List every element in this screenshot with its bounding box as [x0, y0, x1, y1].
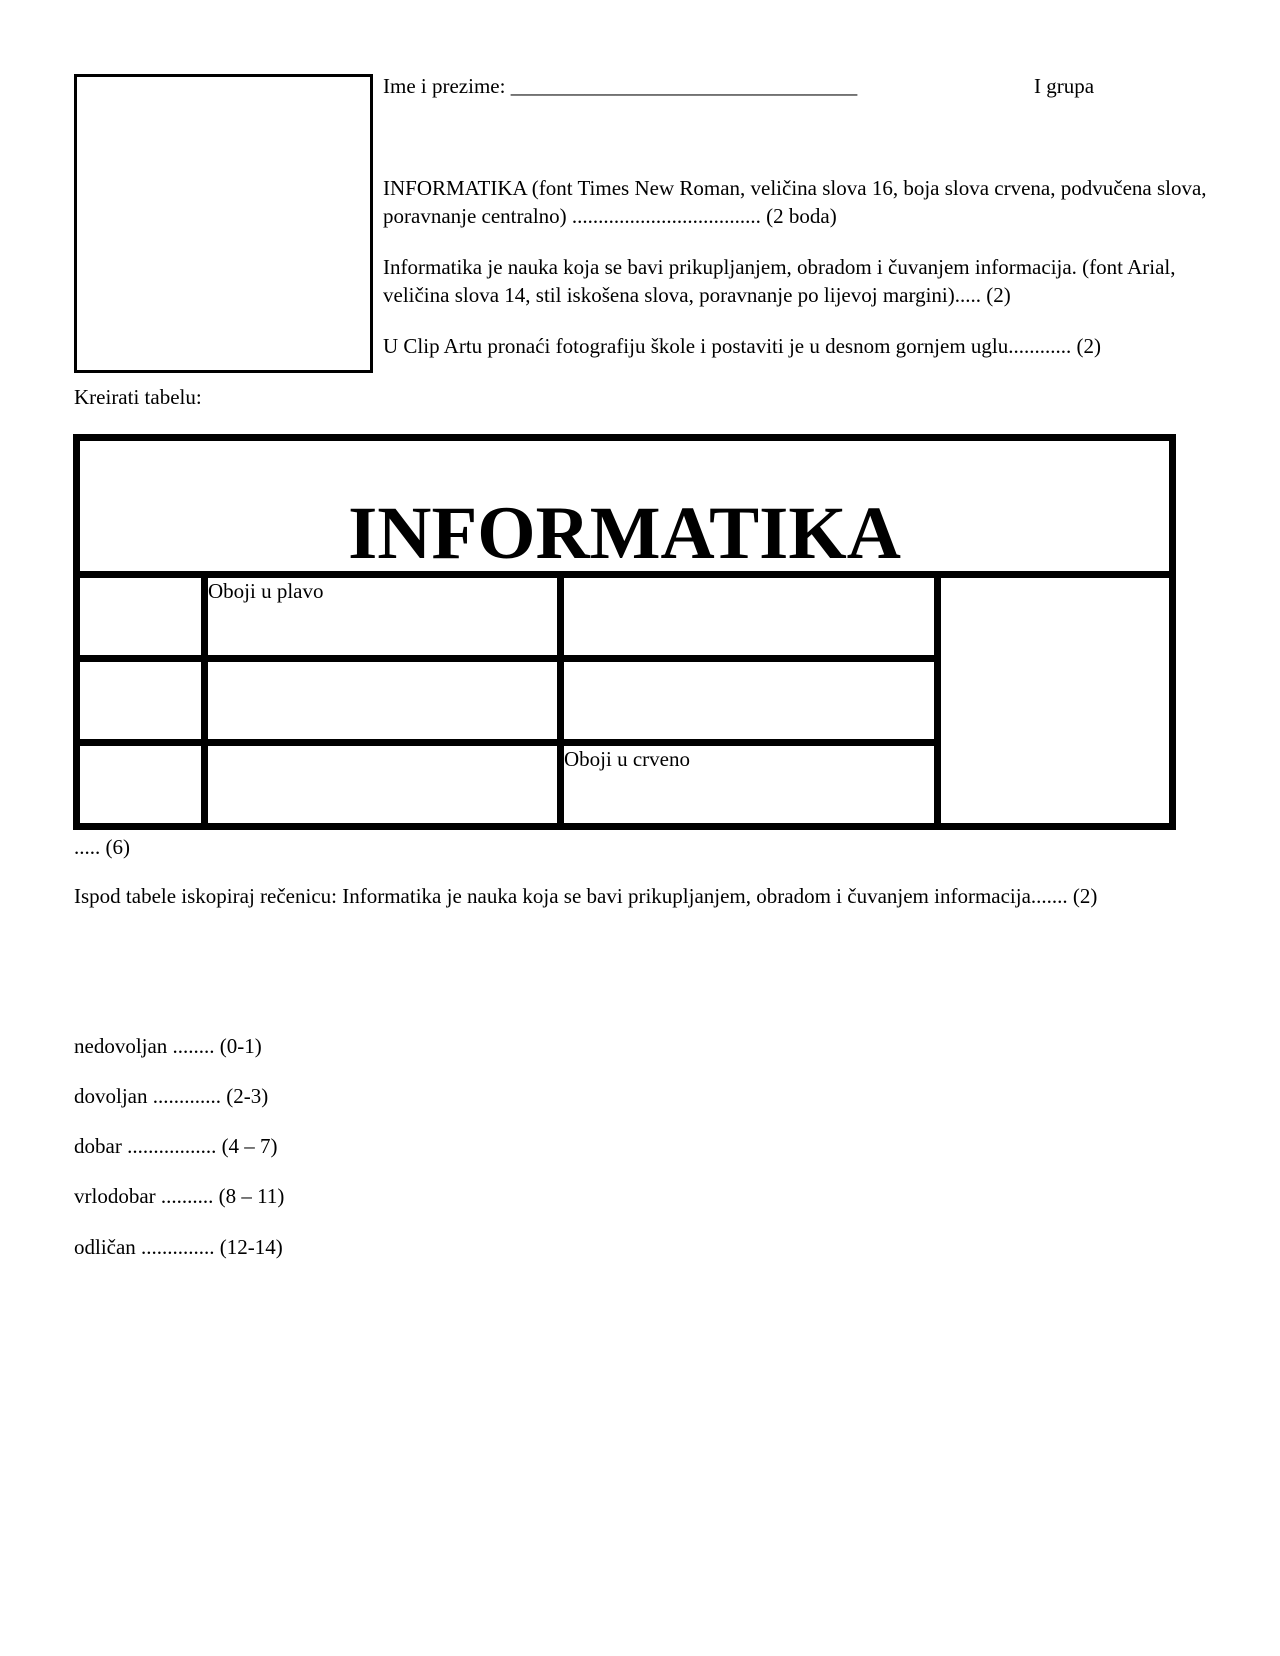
group-label: I grupa — [1034, 74, 1095, 98]
table-points: ..... (6) — [74, 835, 130, 859]
table-border-top — [73, 434, 1176, 441]
task-2: Informatika je nauka koja se bavi prikupljanjem, obradom i čuvanjem informacija. (font Arial, veličina slova 14, stil iskošena slova, poravnanje po lijevoj margini)..... (2) — [383, 255, 1176, 307]
table-line-v3 — [934, 571, 941, 830]
grade-item: dobar ................. (4 – 7) — [74, 1134, 278, 1158]
table-border-bottom — [73, 823, 1176, 830]
task-1: INFORMATIKA (font Times New Roman, veličina slova 16, boja slova crvena, podvučena slova, poravnanje centralno) .................................... (2 boda) — [383, 176, 1207, 228]
grade-item: dovoljan ............. (2-3) — [74, 1084, 269, 1108]
cell-blue-label: Oboji u plavo — [208, 579, 324, 603]
exercise-table — [73, 434, 1176, 834]
table-title: INFORMATIKA — [348, 492, 901, 575]
grade-item: vrlodobar .......... (8 – 11) — [74, 1184, 285, 1208]
cell-red-label: Oboji u crveno — [564, 747, 690, 771]
name-line: Ime i prezime: _________________________________ — [383, 74, 858, 98]
copy-task: Ispod tabele iskopiraj rečenicu: Informatika je nauka koja se bavi prikupljanjem, obradom i čuvanjem informacija....... (2) — [74, 884, 1098, 908]
table-line-v2 — [557, 571, 564, 830]
table-intro: Kreirati tabelu: — [74, 385, 202, 409]
table-line-v1 — [201, 571, 208, 830]
task-3: U Clip Artu pronaći fotografiju škole i postaviti je u desnom gornjem uglu............ (2) — [383, 334, 1101, 358]
grade-item: nedovoljan ........ (0-1) — [74, 1034, 262, 1058]
grade-item: odličan .............. (12-14) — [74, 1235, 283, 1259]
photo-placeholder-box — [74, 74, 373, 373]
